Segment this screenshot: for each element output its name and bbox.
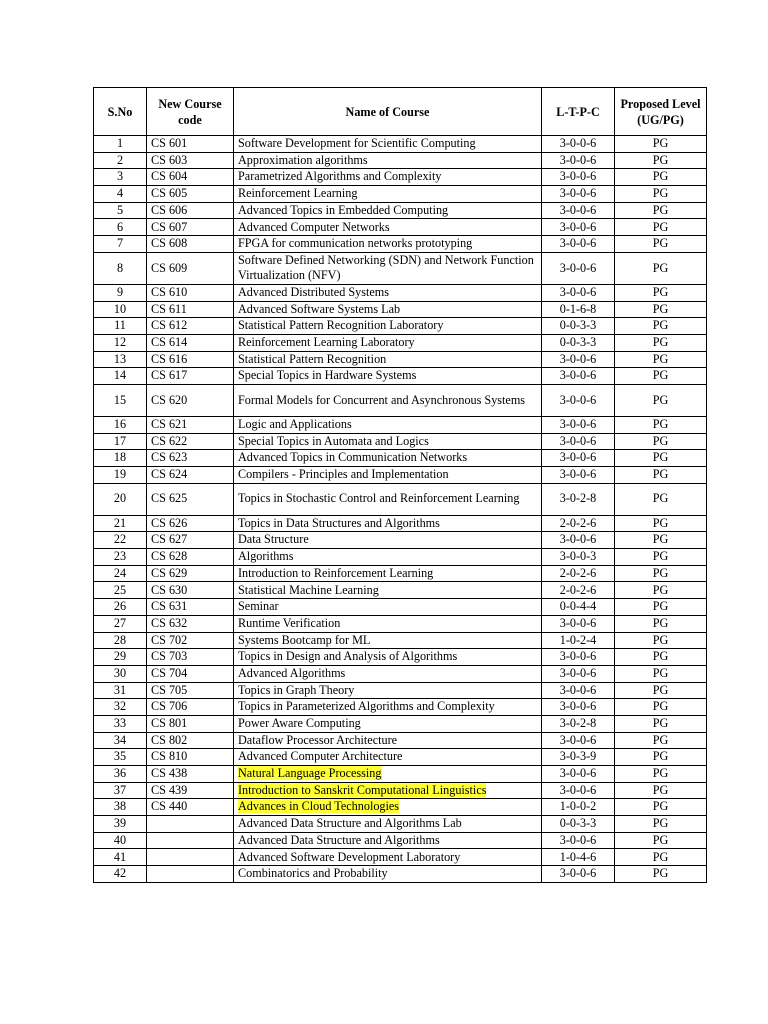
cell-sno: 9 xyxy=(94,284,147,301)
cell-course-name xyxy=(234,799,542,816)
cell-ltpc: 3-0-0-6 xyxy=(542,766,615,783)
cell-course-name: FPGA for communication networks prototyping xyxy=(234,236,542,253)
cell-course-name: Combinatorics and Probability xyxy=(234,866,542,883)
cell-ltpc: 3-0-0-6 xyxy=(542,219,615,236)
cell-course-code: CS 607 xyxy=(147,219,234,236)
cell-course-code: CS 626 xyxy=(147,515,234,532)
cell-course-code: CS 608 xyxy=(147,236,234,253)
cell-ltpc: 3-0-0-6 xyxy=(542,284,615,301)
cell-course-code: CS 620 xyxy=(147,384,234,416)
cell-ltpc: 3-0-0-6 xyxy=(542,782,615,799)
cell-ltpc: 3-0-0-6 xyxy=(542,433,615,450)
cell-course-code: CS 605 xyxy=(147,186,234,203)
cell-ltpc: 3-0-0-6 xyxy=(542,136,615,153)
cell-sno: 17 xyxy=(94,433,147,450)
cell-level: PG xyxy=(615,416,707,433)
cell-ltpc: 1-0-0-2 xyxy=(542,799,615,816)
table-row xyxy=(94,334,707,351)
table-row xyxy=(94,467,707,484)
cell-course-name: Advanced Software Development Laboratory xyxy=(234,849,542,866)
cell-ltpc: 3-0-3-9 xyxy=(542,749,615,766)
table-row xyxy=(94,152,707,169)
cell-sno: 8 xyxy=(94,252,147,284)
cell-level: PG xyxy=(615,715,707,732)
cell-course-name: Logic and Applications xyxy=(234,416,542,433)
cell-sno: 23 xyxy=(94,549,147,566)
cell-course-name: Reinforcement Learning Laboratory xyxy=(234,334,542,351)
cell-ltpc: 0-1-6-8 xyxy=(542,301,615,318)
cell-level: PG xyxy=(615,565,707,582)
cell-course-code xyxy=(147,832,234,849)
cell-sno: 33 xyxy=(94,715,147,732)
table-row xyxy=(94,849,707,866)
header-course-code: New Course code xyxy=(147,88,234,136)
cell-course-code: CS 604 xyxy=(147,169,234,186)
table-row xyxy=(94,766,707,783)
cell-course-code: CS 611 xyxy=(147,301,234,318)
table-row xyxy=(94,632,707,649)
cell-course-name: Topics in Design and Analysis of Algorithms xyxy=(234,649,542,666)
cell-sno: 36 xyxy=(94,766,147,783)
cell-course-name: Seminar xyxy=(234,599,542,616)
cell-course-name xyxy=(234,766,542,783)
table-row xyxy=(94,565,707,582)
header-sno: S.No xyxy=(94,88,147,136)
cell-course-code: CS 801 xyxy=(147,715,234,732)
cell-sno: 28 xyxy=(94,632,147,649)
cell-level: PG xyxy=(615,467,707,484)
cell-sno: 29 xyxy=(94,649,147,666)
cell-course-name: Statistical Machine Learning xyxy=(234,582,542,599)
cell-ltpc: 3-0-0-6 xyxy=(542,384,615,416)
cell-course-name: Advanced Topics in Embedded Computing xyxy=(234,202,542,219)
cell-course-code: CS 627 xyxy=(147,532,234,549)
cell-course-name: Advanced Topics in Communication Networks xyxy=(234,450,542,467)
cell-course-name: Advanced Algorithms xyxy=(234,665,542,682)
cell-sno: 2 xyxy=(94,152,147,169)
cell-ltpc: 3-0-0-6 xyxy=(542,699,615,716)
cell-level: PG xyxy=(615,582,707,599)
cell-level: PG xyxy=(615,219,707,236)
cell-level: PG xyxy=(615,532,707,549)
cell-level: PG xyxy=(615,136,707,153)
cell-level: PG xyxy=(615,252,707,284)
cell-course-name xyxy=(234,782,542,799)
cell-course-name: Advanced Software Systems Lab xyxy=(234,301,542,318)
highlighted-course-name: Advances in Cloud Technologies xyxy=(238,799,400,814)
cell-sno: 31 xyxy=(94,682,147,699)
table-row xyxy=(94,483,707,515)
cell-course-code: CS 629 xyxy=(147,565,234,582)
cell-level: PG xyxy=(615,351,707,368)
cell-level: PG xyxy=(615,749,707,766)
cell-sno: 4 xyxy=(94,186,147,203)
cell-level: PG xyxy=(615,699,707,716)
cell-sno: 18 xyxy=(94,450,147,467)
table-row xyxy=(94,599,707,616)
table-row xyxy=(94,136,707,153)
cell-ltpc: 3-0-0-6 xyxy=(542,152,615,169)
cell-level: PG xyxy=(615,832,707,849)
cell-ltpc: 3-0-0-6 xyxy=(542,416,615,433)
cell-sno: 13 xyxy=(94,351,147,368)
cell-course-name: Advanced Computer Architecture xyxy=(234,749,542,766)
cell-level: PG xyxy=(615,186,707,203)
cell-course-code: CS 610 xyxy=(147,284,234,301)
cell-sno: 16 xyxy=(94,416,147,433)
cell-sno: 1 xyxy=(94,136,147,153)
cell-course-code: CS 625 xyxy=(147,483,234,515)
cell-sno: 35 xyxy=(94,749,147,766)
cell-level: PG xyxy=(615,649,707,666)
cell-level: PG xyxy=(615,301,707,318)
table-row xyxy=(94,549,707,566)
cell-sno: 12 xyxy=(94,334,147,351)
table-row xyxy=(94,582,707,599)
cell-sno: 5 xyxy=(94,202,147,219)
highlighted-course-name: Introduction to Sanskrit Computational Linguistics xyxy=(238,782,487,797)
cell-ltpc: 3-0-0-6 xyxy=(542,169,615,186)
table-row xyxy=(94,301,707,318)
cell-level: PG xyxy=(615,236,707,253)
table-row xyxy=(94,384,707,416)
cell-ltpc: 2-0-2-6 xyxy=(542,565,615,582)
cell-course-name: Topics in Stochastic Control and Reinforcement Learning xyxy=(234,483,542,515)
cell-course-name: Parametrized Algorithms and Complexity xyxy=(234,169,542,186)
cell-ltpc: 3-0-0-6 xyxy=(542,532,615,549)
cell-ltpc: 3-0-0-6 xyxy=(542,832,615,849)
table-row xyxy=(94,699,707,716)
cell-course-code: CS 704 xyxy=(147,665,234,682)
cell-ltpc: 3-0-0-6 xyxy=(542,866,615,883)
header-ltpc: L-T-P-C xyxy=(542,88,615,136)
cell-ltpc: 3-0-0-6 xyxy=(542,252,615,284)
cell-course-code: CS 609 xyxy=(147,252,234,284)
cell-level: PG xyxy=(615,682,707,699)
cell-sno: 25 xyxy=(94,582,147,599)
cell-course-name: Topics in Parameterized Algorithms and Complexity xyxy=(234,699,542,716)
cell-course-code: CS 614 xyxy=(147,334,234,351)
cell-ltpc: 0-0-4-4 xyxy=(542,599,615,616)
table-row xyxy=(94,368,707,385)
cell-course-name: Advanced Computer Networks xyxy=(234,219,542,236)
cell-level: PG xyxy=(615,766,707,783)
table-row xyxy=(94,351,707,368)
cell-ltpc: 3-0-2-8 xyxy=(542,715,615,732)
cell-course-code: CS 622 xyxy=(147,433,234,450)
cell-ltpc: 1-0-2-4 xyxy=(542,632,615,649)
cell-course-name: Approximation algorithms xyxy=(234,152,542,169)
cell-course-code: CS 438 xyxy=(147,766,234,783)
cell-sno: 41 xyxy=(94,849,147,866)
cell-level: PG xyxy=(615,433,707,450)
cell-course-name: Statistical Pattern Recognition Laboratory xyxy=(234,318,542,335)
table-row xyxy=(94,649,707,666)
cell-course-code: CS 703 xyxy=(147,649,234,666)
cell-course-code: CS 612 xyxy=(147,318,234,335)
cell-course-code: CS 606 xyxy=(147,202,234,219)
cell-course-name: Advanced Data Structure and Algorithms Lab xyxy=(234,816,542,833)
cell-course-code: CS 616 xyxy=(147,351,234,368)
cell-level: PG xyxy=(615,816,707,833)
cell-level: PG xyxy=(615,866,707,883)
cell-ltpc: 3-0-0-6 xyxy=(542,351,615,368)
cell-course-code: CS 630 xyxy=(147,582,234,599)
cell-sno: 37 xyxy=(94,782,147,799)
cell-course-name: Software Development for Scientific Computing xyxy=(234,136,542,153)
cell-ltpc: 2-0-2-6 xyxy=(542,515,615,532)
cell-ltpc: 3-0-0-6 xyxy=(542,202,615,219)
cell-course-code: CS 632 xyxy=(147,615,234,632)
cell-ltpc: 3-0-0-6 xyxy=(542,649,615,666)
cell-course-code: CS 601 xyxy=(147,136,234,153)
highlighted-course-name: Natural Language Processing xyxy=(238,766,382,781)
cell-sno: 40 xyxy=(94,832,147,849)
cell-course-name: Introduction to Reinforcement Learning xyxy=(234,565,542,582)
cell-sno: 3 xyxy=(94,169,147,186)
table-row xyxy=(94,284,707,301)
cell-ltpc: 3-0-0-6 xyxy=(542,682,615,699)
cell-sno: 34 xyxy=(94,732,147,749)
cell-sno: 24 xyxy=(94,565,147,582)
cell-course-code: CS 439 xyxy=(147,782,234,799)
cell-course-code xyxy=(147,849,234,866)
table-row xyxy=(94,318,707,335)
cell-level: PG xyxy=(615,169,707,186)
cell-sno: 27 xyxy=(94,615,147,632)
table-row xyxy=(94,169,707,186)
table-row xyxy=(94,433,707,450)
cell-level: PG xyxy=(615,515,707,532)
cell-course-name: Reinforcement Learning xyxy=(234,186,542,203)
cell-ltpc: 3-0-0-6 xyxy=(542,450,615,467)
table-row xyxy=(94,532,707,549)
cell-course-code: CS 624 xyxy=(147,467,234,484)
cell-sno: 38 xyxy=(94,799,147,816)
cell-level: PG xyxy=(615,665,707,682)
cell-course-code: CS 628 xyxy=(147,549,234,566)
cell-level: PG xyxy=(615,615,707,632)
cell-course-name: Statistical Pattern Recognition xyxy=(234,351,542,368)
cell-course-name: Advanced Data Structure and Algorithms xyxy=(234,832,542,849)
cell-level: PG xyxy=(615,632,707,649)
cell-sno: 7 xyxy=(94,236,147,253)
cell-ltpc: 3-0-0-6 xyxy=(542,186,615,203)
table-row xyxy=(94,816,707,833)
cell-course-name: Advanced Distributed Systems xyxy=(234,284,542,301)
table-row xyxy=(94,832,707,849)
cell-ltpc: 0-0-3-3 xyxy=(542,816,615,833)
cell-sno: 21 xyxy=(94,515,147,532)
cell-course-name: Software Defined Networking (SDN) and Network Function Virtualization (NFV) xyxy=(234,252,542,284)
table-row xyxy=(94,515,707,532)
cell-sno: 14 xyxy=(94,368,147,385)
table-row xyxy=(94,252,707,284)
cell-level: PG xyxy=(615,732,707,749)
header-course-name: Name of Course xyxy=(234,88,542,136)
cell-course-code: CS 623 xyxy=(147,450,234,467)
cell-course-name: Dataflow Processor Architecture xyxy=(234,732,542,749)
cell-sno: 42 xyxy=(94,866,147,883)
cell-course-code: CS 631 xyxy=(147,599,234,616)
cell-course-name: Data Structure xyxy=(234,532,542,549)
cell-ltpc: 3-0-0-6 xyxy=(542,665,615,682)
cell-course-code: CS 705 xyxy=(147,682,234,699)
cell-level: PG xyxy=(615,599,707,616)
cell-course-code: CS 706 xyxy=(147,699,234,716)
cell-sno: 20 xyxy=(94,483,147,515)
table-row xyxy=(94,749,707,766)
cell-course-name: Special Topics in Hardware Systems xyxy=(234,368,542,385)
table-row xyxy=(94,782,707,799)
cell-sno: 11 xyxy=(94,318,147,335)
table-row xyxy=(94,615,707,632)
cell-course-name: Power Aware Computing xyxy=(234,715,542,732)
table-row xyxy=(94,236,707,253)
cell-course-name: Formal Models for Concurrent and Asynchronous Systems xyxy=(234,384,542,416)
cell-course-code: CS 621 xyxy=(147,416,234,433)
cell-level: PG xyxy=(615,450,707,467)
cell-course-code xyxy=(147,816,234,833)
table-header-row xyxy=(94,88,707,136)
cell-course-name: Compilers - Principles and Implementation xyxy=(234,467,542,484)
table-row xyxy=(94,202,707,219)
cell-ltpc: 0-0-3-3 xyxy=(542,318,615,335)
cell-level: PG xyxy=(615,483,707,515)
cell-sno: 39 xyxy=(94,816,147,833)
cell-ltpc: 3-0-0-3 xyxy=(542,549,615,566)
table-row xyxy=(94,732,707,749)
cell-sno: 30 xyxy=(94,665,147,682)
cell-level: PG xyxy=(615,334,707,351)
cell-level: PG xyxy=(615,549,707,566)
course-table xyxy=(93,87,707,883)
cell-sno: 32 xyxy=(94,699,147,716)
cell-level: PG xyxy=(615,368,707,385)
cell-ltpc: 3-0-0-6 xyxy=(542,368,615,385)
cell-course-code xyxy=(147,866,234,883)
cell-ltpc: 3-0-0-6 xyxy=(542,732,615,749)
table-row xyxy=(94,682,707,699)
cell-course-code: CS 440 xyxy=(147,799,234,816)
cell-sno: 22 xyxy=(94,532,147,549)
cell-course-name: Runtime Verification xyxy=(234,615,542,632)
cell-course-code: CS 810 xyxy=(147,749,234,766)
cell-sno: 26 xyxy=(94,599,147,616)
cell-level: PG xyxy=(615,384,707,416)
cell-course-name: Algorithms xyxy=(234,549,542,566)
cell-ltpc: 3-0-0-6 xyxy=(542,615,615,632)
cell-ltpc: 0-0-3-3 xyxy=(542,334,615,351)
cell-level: PG xyxy=(615,152,707,169)
table-row xyxy=(94,715,707,732)
cell-course-name: Topics in Graph Theory xyxy=(234,682,542,699)
cell-ltpc: 2-0-2-6 xyxy=(542,582,615,599)
cell-level: PG xyxy=(615,318,707,335)
table-row xyxy=(94,799,707,816)
table-row xyxy=(94,866,707,883)
cell-ltpc: 3-0-0-6 xyxy=(542,236,615,253)
table-body xyxy=(94,136,707,883)
cell-level: PG xyxy=(615,284,707,301)
table-row xyxy=(94,186,707,203)
table-row xyxy=(94,219,707,236)
cell-course-code: CS 702 xyxy=(147,632,234,649)
cell-course-name: Systems Bootcamp for ML xyxy=(234,632,542,649)
cell-ltpc: 3-0-2-8 xyxy=(542,483,615,515)
cell-level: PG xyxy=(615,782,707,799)
cell-course-code: CS 802 xyxy=(147,732,234,749)
cell-ltpc: 1-0-4-6 xyxy=(542,849,615,866)
cell-level: PG xyxy=(615,202,707,219)
cell-course-name: Special Topics in Automata and Logics xyxy=(234,433,542,450)
cell-sno: 15 xyxy=(94,384,147,416)
cell-course-code: CS 617 xyxy=(147,368,234,385)
cell-sno: 6 xyxy=(94,219,147,236)
header-proposed-level: Proposed Level (UG/PG) xyxy=(615,88,707,136)
cell-level: PG xyxy=(615,799,707,816)
cell-sno: 19 xyxy=(94,467,147,484)
table-row xyxy=(94,665,707,682)
table-row xyxy=(94,450,707,467)
cell-course-name: Topics in Data Structures and Algorithms xyxy=(234,515,542,532)
table-row xyxy=(94,416,707,433)
cell-sno: 10 xyxy=(94,301,147,318)
cell-level: PG xyxy=(615,849,707,866)
cell-course-code: CS 603 xyxy=(147,152,234,169)
cell-ltpc: 3-0-0-6 xyxy=(542,467,615,484)
